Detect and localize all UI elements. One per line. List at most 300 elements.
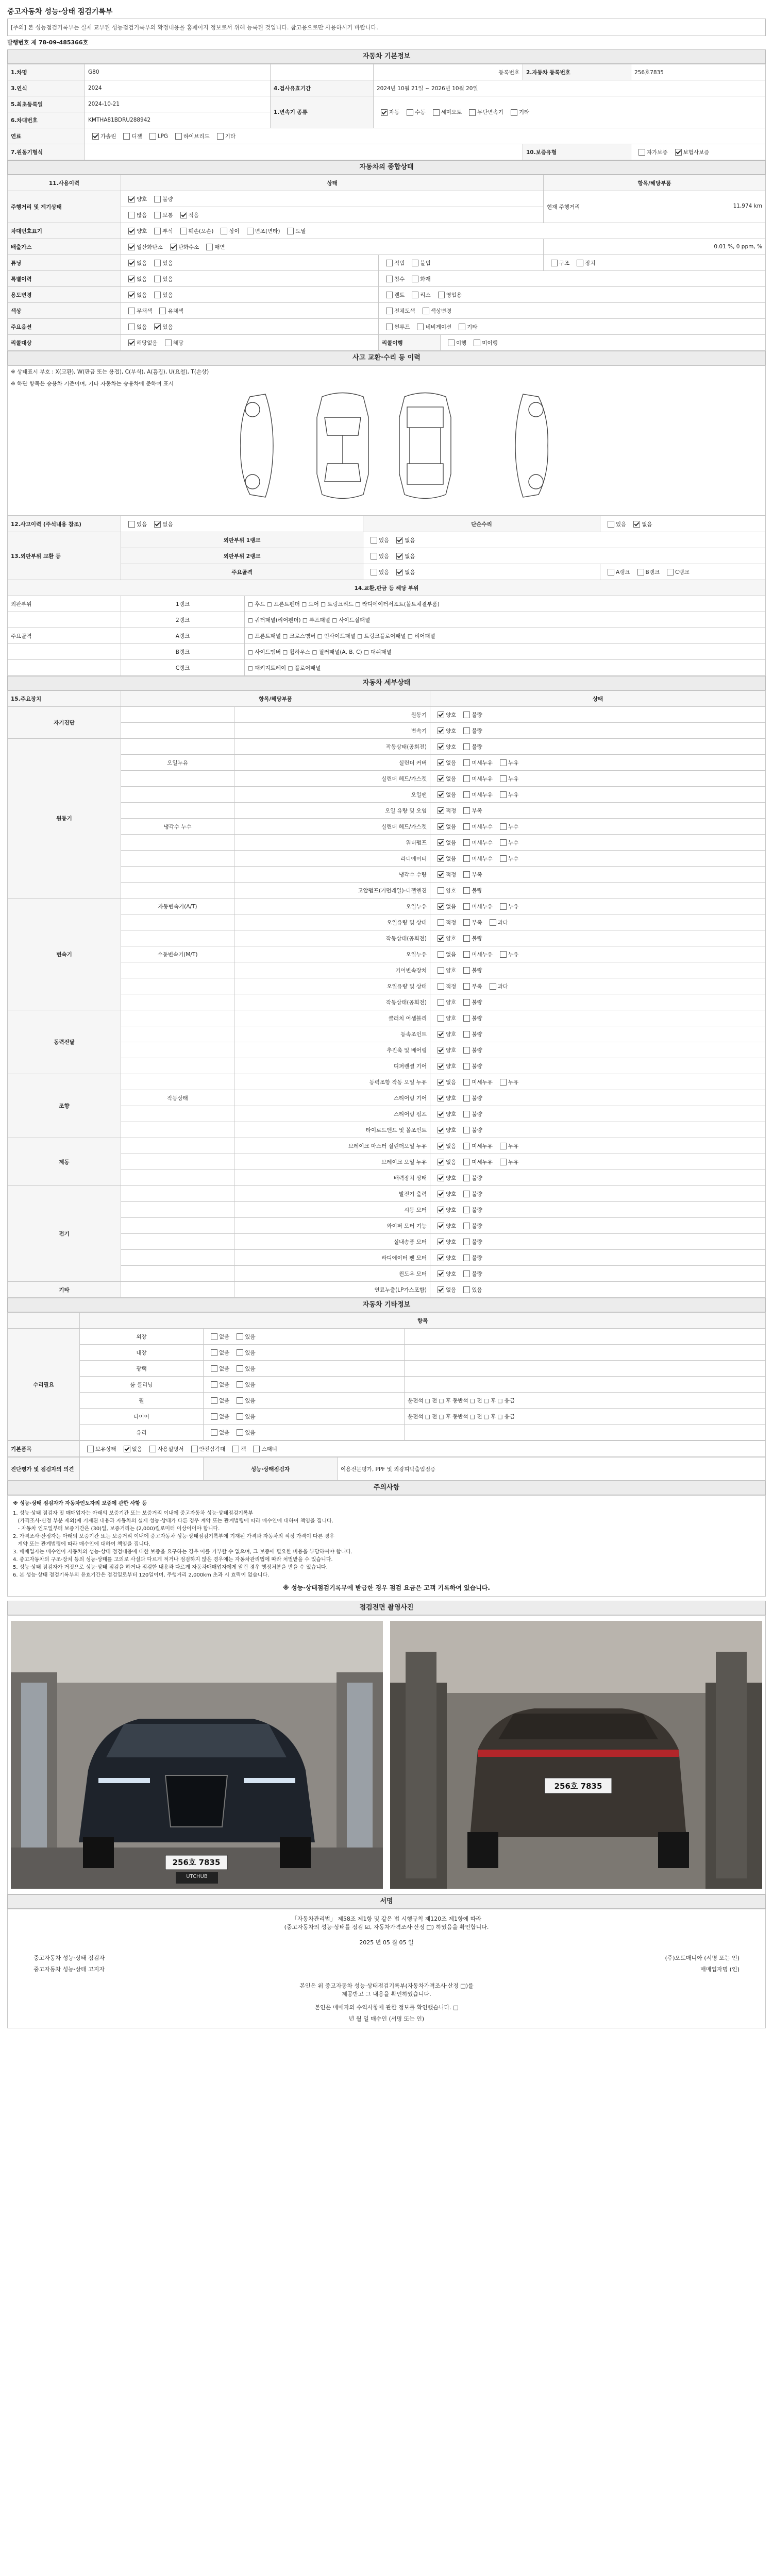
unchecked-box-icon[interactable] xyxy=(463,823,470,830)
checked-box-icon[interactable] xyxy=(438,743,444,750)
unchecked-box-icon[interactable] xyxy=(123,133,130,140)
checked-box-icon[interactable] xyxy=(438,1047,444,1054)
unchecked-box-icon[interactable] xyxy=(463,711,470,718)
checkbox-option[interactable] xyxy=(459,1270,482,1278)
checkbox-option[interactable] xyxy=(459,823,493,831)
unchecked-box-icon[interactable] xyxy=(438,887,444,894)
checkbox-option[interactable] xyxy=(433,1222,456,1230)
unchecked-box-icon[interactable] xyxy=(463,1095,470,1101)
unchecked-box-icon[interactable] xyxy=(154,260,161,266)
unchecked-box-icon[interactable] xyxy=(463,887,470,894)
checkbox-option[interactable] xyxy=(496,839,518,846)
unchecked-box-icon[interactable] xyxy=(128,324,135,330)
checkbox-option[interactable] xyxy=(459,1062,482,1070)
checkbox-option[interactable] xyxy=(485,982,508,990)
checkbox-option[interactable] xyxy=(433,839,456,846)
checkbox-option[interactable] xyxy=(124,259,147,267)
checkbox-option[interactable] xyxy=(433,951,456,958)
unchecked-box-icon[interactable] xyxy=(463,1143,470,1149)
checkbox-option[interactable] xyxy=(496,1142,518,1150)
checkbox-option[interactable] xyxy=(433,1254,456,1262)
checkbox-option[interactable] xyxy=(213,132,236,140)
unchecked-box-icon[interactable] xyxy=(237,1349,243,1356)
checkbox-option[interactable] xyxy=(207,1397,229,1404)
checkbox-option[interactable] xyxy=(124,195,147,203)
checkbox-option[interactable] xyxy=(402,108,425,116)
unchecked-box-icon[interactable] xyxy=(463,1191,470,1197)
checkbox-option[interactable] xyxy=(150,520,173,528)
checked-box-icon[interactable] xyxy=(92,133,99,140)
checkbox-option[interactable] xyxy=(413,323,451,331)
checkbox-option[interactable] xyxy=(433,1110,456,1118)
checked-box-icon[interactable] xyxy=(438,1175,444,1181)
unchecked-box-icon[interactable] xyxy=(386,324,393,330)
unchecked-box-icon[interactable] xyxy=(154,276,161,282)
checked-box-icon[interactable] xyxy=(438,839,444,846)
checked-box-icon[interactable] xyxy=(438,1207,444,1213)
checkbox-option[interactable] xyxy=(459,1078,493,1086)
unchecked-box-icon[interactable] xyxy=(149,133,156,140)
checkbox-option[interactable] xyxy=(283,227,306,235)
unchecked-box-icon[interactable] xyxy=(667,569,674,575)
unchecked-box-icon[interactable] xyxy=(386,292,393,298)
checkbox-option[interactable] xyxy=(382,259,405,267)
checked-box-icon[interactable] xyxy=(438,791,444,798)
checkbox-option[interactable] xyxy=(382,307,415,315)
checkbox-option[interactable] xyxy=(207,1333,229,1341)
unchecked-box-icon[interactable] xyxy=(463,1127,470,1133)
checkbox-option[interactable] xyxy=(459,982,482,990)
checked-box-icon[interactable] xyxy=(438,1127,444,1133)
unchecked-box-icon[interactable] xyxy=(500,951,507,958)
unchecked-box-icon[interactable] xyxy=(500,775,507,782)
unchecked-box-icon[interactable] xyxy=(463,1031,470,1038)
checkbox-option[interactable] xyxy=(150,259,173,267)
unchecked-box-icon[interactable] xyxy=(221,228,227,234)
unchecked-box-icon[interactable] xyxy=(175,133,182,140)
checkbox-option[interactable] xyxy=(459,1190,482,1198)
checkbox-option[interactable] xyxy=(459,887,482,894)
checkbox-option[interactable] xyxy=(232,1381,255,1388)
checkbox-option[interactable] xyxy=(671,148,710,156)
checkbox-option[interactable] xyxy=(433,1030,456,1038)
checkbox-option[interactable] xyxy=(124,339,158,347)
checkbox-option[interactable] xyxy=(216,227,239,235)
unchecked-box-icon[interactable] xyxy=(463,775,470,782)
unchecked-box-icon[interactable] xyxy=(463,1286,470,1293)
checkbox-option[interactable] xyxy=(392,536,415,544)
checkbox-option[interactable] xyxy=(166,243,199,251)
checked-box-icon[interactable] xyxy=(438,823,444,830)
checkbox-option[interactable] xyxy=(496,791,518,799)
checkbox-option[interactable] xyxy=(232,1349,255,1357)
unchecked-box-icon[interactable] xyxy=(448,340,455,346)
unchecked-box-icon[interactable] xyxy=(463,919,470,926)
checked-box-icon[interactable] xyxy=(675,149,682,156)
checkbox-option[interactable] xyxy=(433,1286,456,1294)
checkbox-option[interactable] xyxy=(433,791,456,799)
checkbox-option[interactable] xyxy=(88,132,116,140)
unchecked-box-icon[interactable] xyxy=(412,276,418,282)
checkbox-option[interactable] xyxy=(124,227,147,235)
checkbox-option[interactable] xyxy=(663,568,690,576)
checkbox-option[interactable] xyxy=(455,323,477,331)
checkbox-option[interactable] xyxy=(459,791,493,799)
checked-box-icon[interactable] xyxy=(438,1031,444,1038)
checkbox-option[interactable] xyxy=(459,1094,482,1102)
checkbox-option[interactable] xyxy=(633,568,660,576)
checked-box-icon[interactable] xyxy=(438,1191,444,1197)
unchecked-box-icon[interactable] xyxy=(438,983,444,990)
checkbox-option[interactable] xyxy=(161,339,183,347)
checked-box-icon[interactable] xyxy=(438,727,444,734)
checkbox-option[interactable] xyxy=(459,1110,482,1118)
checked-box-icon[interactable] xyxy=(438,935,444,942)
unchecked-box-icon[interactable] xyxy=(154,292,161,298)
checkbox-option[interactable] xyxy=(150,275,173,283)
checkbox-option[interactable] xyxy=(433,935,456,942)
unchecked-box-icon[interactable] xyxy=(463,759,470,766)
unchecked-box-icon[interactable] xyxy=(412,260,418,266)
checkbox-option[interactable] xyxy=(433,743,456,751)
unchecked-box-icon[interactable] xyxy=(217,133,224,140)
checkbox-option[interactable] xyxy=(459,1046,482,1054)
checkbox-option[interactable] xyxy=(634,148,668,156)
unchecked-box-icon[interactable] xyxy=(637,569,644,575)
checkbox-option[interactable] xyxy=(459,1238,482,1246)
checkbox-option[interactable] xyxy=(120,1445,142,1453)
unchecked-box-icon[interactable] xyxy=(463,743,470,750)
unchecked-box-icon[interactable] xyxy=(211,1397,217,1404)
checked-box-icon[interactable] xyxy=(438,1239,444,1245)
unchecked-box-icon[interactable] xyxy=(423,308,429,314)
checkbox-option[interactable] xyxy=(433,1238,456,1246)
checked-box-icon[interactable] xyxy=(438,1063,444,1070)
unchecked-box-icon[interactable] xyxy=(237,1365,243,1372)
checkbox-option[interactable] xyxy=(377,108,399,116)
checkbox-option[interactable] xyxy=(207,1349,229,1357)
checkbox-option[interactable] xyxy=(459,903,493,910)
checkbox-option[interactable] xyxy=(124,307,152,315)
checkbox-option[interactable] xyxy=(459,1126,482,1134)
checkbox-option[interactable] xyxy=(207,1429,229,1436)
checkbox-option[interactable] xyxy=(459,998,482,1006)
checkbox-option[interactable] xyxy=(433,982,456,990)
unchecked-box-icon[interactable] xyxy=(608,569,614,575)
unchecked-box-icon[interactable] xyxy=(154,228,161,234)
unchecked-box-icon[interactable] xyxy=(463,791,470,798)
unchecked-box-icon[interactable] xyxy=(237,1381,243,1388)
checkbox-option[interactable] xyxy=(249,1445,277,1453)
checkbox-option[interactable] xyxy=(187,1445,226,1453)
unchecked-box-icon[interactable] xyxy=(386,276,393,282)
checked-box-icon[interactable] xyxy=(438,1095,444,1101)
checkbox-option[interactable] xyxy=(124,291,147,299)
checkbox-option[interactable] xyxy=(433,1094,456,1102)
unchecked-box-icon[interactable] xyxy=(463,951,470,958)
checkbox-option[interactable] xyxy=(433,1078,456,1086)
checked-box-icon[interactable] xyxy=(438,1111,444,1117)
unchecked-box-icon[interactable] xyxy=(165,340,172,346)
unchecked-box-icon[interactable] xyxy=(551,260,558,266)
checkbox-option[interactable] xyxy=(232,1333,255,1341)
checkbox-option[interactable] xyxy=(124,520,147,528)
checkbox-option[interactable] xyxy=(496,775,518,783)
checkbox-option[interactable] xyxy=(392,568,415,576)
checkbox-option[interactable] xyxy=(145,1445,184,1453)
unchecked-box-icon[interactable] xyxy=(463,1270,470,1277)
unchecked-box-icon[interactable] xyxy=(237,1397,243,1404)
checkbox-option[interactable] xyxy=(83,1445,116,1453)
unchecked-box-icon[interactable] xyxy=(211,1365,217,1372)
checkbox-option[interactable] xyxy=(232,1429,255,1436)
unchecked-box-icon[interactable] xyxy=(638,149,645,156)
unchecked-box-icon[interactable] xyxy=(463,1111,470,1117)
checked-box-icon[interactable] xyxy=(396,537,403,544)
unchecked-box-icon[interactable] xyxy=(433,109,440,116)
unchecked-box-icon[interactable] xyxy=(128,308,135,314)
unchecked-box-icon[interactable] xyxy=(463,839,470,846)
checkbox-option[interactable] xyxy=(459,935,482,942)
checked-box-icon[interactable] xyxy=(180,212,187,218)
unchecked-box-icon[interactable] xyxy=(463,871,470,878)
unchecked-box-icon[interactable] xyxy=(463,903,470,910)
checkbox-option[interactable] xyxy=(243,227,280,235)
unchecked-box-icon[interactable] xyxy=(463,1175,470,1181)
unchecked-box-icon[interactable] xyxy=(211,1349,217,1356)
unchecked-box-icon[interactable] xyxy=(159,308,166,314)
checked-box-icon[interactable] xyxy=(128,292,135,298)
checkbox-option[interactable] xyxy=(433,1270,456,1278)
checked-box-icon[interactable] xyxy=(633,521,640,528)
checkbox-option[interactable] xyxy=(382,291,405,299)
checkbox-option[interactable] xyxy=(459,1254,482,1262)
unchecked-box-icon[interactable] xyxy=(463,1207,470,1213)
checkbox-option[interactable] xyxy=(603,520,626,528)
checkbox-option[interactable] xyxy=(228,1445,246,1453)
checkbox-option[interactable] xyxy=(433,823,456,831)
checked-box-icon[interactable] xyxy=(438,1286,444,1293)
unchecked-box-icon[interactable] xyxy=(463,983,470,990)
unchecked-box-icon[interactable] xyxy=(500,823,507,830)
checked-box-icon[interactable] xyxy=(128,276,135,282)
checked-box-icon[interactable] xyxy=(381,109,388,116)
unchecked-box-icon[interactable] xyxy=(490,919,496,926)
checkbox-option[interactable] xyxy=(459,855,493,862)
checkbox-option[interactable] xyxy=(459,1030,482,1038)
checkbox-option[interactable] xyxy=(459,743,482,751)
checkbox-option[interactable] xyxy=(171,132,210,140)
unchecked-box-icon[interactable] xyxy=(211,1429,217,1436)
checkbox-option[interactable] xyxy=(433,855,456,862)
checkbox-option[interactable] xyxy=(459,1174,482,1182)
checkbox-option[interactable] xyxy=(459,871,482,878)
unchecked-box-icon[interactable] xyxy=(371,537,377,544)
checkbox-option[interactable] xyxy=(207,1365,229,1372)
checkbox-option[interactable] xyxy=(629,520,652,528)
checked-box-icon[interactable] xyxy=(438,1223,444,1229)
unchecked-box-icon[interactable] xyxy=(469,109,476,116)
unchecked-box-icon[interactable] xyxy=(412,292,418,298)
unchecked-box-icon[interactable] xyxy=(500,1143,507,1149)
checkbox-option[interactable] xyxy=(433,903,456,910)
checkbox-option[interactable] xyxy=(433,1142,456,1150)
checked-box-icon[interactable] xyxy=(438,1159,444,1165)
checkbox-option[interactable] xyxy=(459,967,482,974)
checked-box-icon[interactable] xyxy=(396,553,403,560)
unchecked-box-icon[interactable] xyxy=(371,569,377,575)
checkbox-option[interactable] xyxy=(433,1190,456,1198)
checkbox-option[interactable] xyxy=(459,1142,493,1150)
checked-box-icon[interactable] xyxy=(128,196,135,202)
checkbox-option[interactable] xyxy=(124,243,163,251)
unchecked-box-icon[interactable] xyxy=(386,260,393,266)
checkbox-option[interactable] xyxy=(459,951,493,958)
unchecked-box-icon[interactable] xyxy=(463,855,470,862)
checkbox-option[interactable] xyxy=(496,1078,518,1086)
unchecked-box-icon[interactable] xyxy=(463,1159,470,1165)
unchecked-box-icon[interactable] xyxy=(500,1159,507,1165)
checkbox-option[interactable] xyxy=(124,275,147,283)
checked-box-icon[interactable] xyxy=(128,244,135,250)
unchecked-box-icon[interactable] xyxy=(438,951,444,958)
checked-box-icon[interactable] xyxy=(154,521,161,528)
checkbox-option[interactable] xyxy=(150,291,173,299)
checkbox-option[interactable] xyxy=(433,998,456,1006)
unchecked-box-icon[interactable] xyxy=(500,791,507,798)
unchecked-box-icon[interactable] xyxy=(386,308,393,314)
checkbox-option[interactable] xyxy=(176,227,214,235)
checked-box-icon[interactable] xyxy=(438,1270,444,1277)
unchecked-box-icon[interactable] xyxy=(463,1223,470,1229)
unchecked-box-icon[interactable] xyxy=(577,260,583,266)
unchecked-box-icon[interactable] xyxy=(237,1429,243,1436)
checkbox-option[interactable] xyxy=(150,211,173,219)
checked-box-icon[interactable] xyxy=(128,340,135,346)
unchecked-box-icon[interactable] xyxy=(463,727,470,734)
checked-box-icon[interactable] xyxy=(124,1446,130,1452)
unchecked-box-icon[interactable] xyxy=(371,553,377,560)
unchecked-box-icon[interactable] xyxy=(463,1063,470,1070)
unchecked-box-icon[interactable] xyxy=(463,1015,470,1022)
checkbox-option[interactable] xyxy=(459,727,482,735)
checkbox-option[interactable] xyxy=(459,1222,482,1230)
checkbox-option[interactable] xyxy=(382,323,410,331)
unchecked-box-icon[interactable] xyxy=(463,807,470,814)
checked-box-icon[interactable] xyxy=(438,775,444,782)
unchecked-box-icon[interactable] xyxy=(191,1446,198,1452)
checkbox-option[interactable] xyxy=(433,1206,456,1214)
unchecked-box-icon[interactable] xyxy=(154,212,161,218)
checkbox-option[interactable] xyxy=(603,568,630,576)
checkbox-option[interactable] xyxy=(207,1381,229,1388)
checkbox-option[interactable] xyxy=(382,275,405,283)
checked-box-icon[interactable] xyxy=(128,260,135,266)
unchecked-box-icon[interactable] xyxy=(438,292,445,298)
unchecked-box-icon[interactable] xyxy=(463,1079,470,1086)
checkbox-option[interactable] xyxy=(232,1413,255,1420)
unchecked-box-icon[interactable] xyxy=(407,109,413,116)
checkbox-option[interactable] xyxy=(459,807,482,815)
unchecked-box-icon[interactable] xyxy=(500,1079,507,1086)
unchecked-box-icon[interactable] xyxy=(247,228,254,234)
unchecked-box-icon[interactable] xyxy=(149,1446,156,1452)
unchecked-box-icon[interactable] xyxy=(438,999,444,1006)
checkbox-option[interactable] xyxy=(433,807,456,815)
unchecked-box-icon[interactable] xyxy=(417,324,424,330)
checkbox-option[interactable] xyxy=(433,871,456,878)
checkbox-option[interactable] xyxy=(459,1158,493,1166)
checkbox-option[interactable] xyxy=(392,552,415,560)
unchecked-box-icon[interactable] xyxy=(463,1255,470,1261)
unchecked-box-icon[interactable] xyxy=(490,983,496,990)
unchecked-box-icon[interactable] xyxy=(463,1047,470,1054)
checkbox-option[interactable] xyxy=(408,275,430,283)
unchecked-box-icon[interactable] xyxy=(463,935,470,942)
checkbox-option[interactable] xyxy=(433,759,456,767)
unchecked-box-icon[interactable] xyxy=(511,109,517,116)
checkbox-option[interactable] xyxy=(547,259,569,267)
checkbox-option[interactable] xyxy=(433,775,456,783)
checkbox-option[interactable] xyxy=(433,887,456,894)
checkbox-option[interactable] xyxy=(207,1413,229,1420)
checkbox-option[interactable] xyxy=(433,1014,456,1022)
unchecked-box-icon[interactable] xyxy=(232,1446,239,1452)
unchecked-box-icon[interactable] xyxy=(180,228,187,234)
checkbox-option[interactable] xyxy=(145,133,168,140)
checkbox-option[interactable] xyxy=(433,711,456,719)
unchecked-box-icon[interactable] xyxy=(459,324,465,330)
checkbox-option[interactable] xyxy=(366,536,389,544)
checked-box-icon[interactable] xyxy=(170,244,177,250)
checked-box-icon[interactable] xyxy=(438,711,444,718)
checkbox-option[interactable] xyxy=(459,1206,482,1214)
checked-box-icon[interactable] xyxy=(438,1255,444,1261)
checked-box-icon[interactable] xyxy=(438,1143,444,1149)
unchecked-box-icon[interactable] xyxy=(128,521,135,528)
checkbox-option[interactable] xyxy=(459,775,493,783)
checkbox-option[interactable] xyxy=(496,855,518,862)
unchecked-box-icon[interactable] xyxy=(500,855,507,862)
unchecked-box-icon[interactable] xyxy=(87,1446,94,1452)
checkbox-option[interactable] xyxy=(496,951,518,958)
checkbox-option[interactable] xyxy=(408,291,430,299)
checkbox-option[interactable] xyxy=(366,568,389,576)
checked-box-icon[interactable] xyxy=(438,1079,444,1086)
checkbox-option[interactable] xyxy=(150,195,173,203)
checkbox-option[interactable] xyxy=(433,1126,456,1134)
checkbox-option[interactable] xyxy=(496,903,518,910)
checkbox-option[interactable] xyxy=(459,1286,482,1294)
checkbox-option[interactable] xyxy=(433,967,456,974)
checkbox-option[interactable] xyxy=(150,323,173,331)
checkbox-option[interactable] xyxy=(459,711,482,719)
checked-box-icon[interactable] xyxy=(438,871,444,878)
unchecked-box-icon[interactable] xyxy=(438,919,444,926)
checkbox-option[interactable] xyxy=(496,823,518,831)
unchecked-box-icon[interactable] xyxy=(128,212,135,218)
unchecked-box-icon[interactable] xyxy=(211,1381,217,1388)
checked-box-icon[interactable] xyxy=(154,324,161,330)
checkbox-option[interactable] xyxy=(444,339,466,347)
unchecked-box-icon[interactable] xyxy=(438,1015,444,1022)
checked-box-icon[interactable] xyxy=(396,569,403,575)
checked-box-icon[interactable] xyxy=(438,903,444,910)
checkbox-option[interactable] xyxy=(459,1014,482,1022)
checkbox-option[interactable] xyxy=(366,552,389,560)
checkbox-option[interactable] xyxy=(232,1397,255,1404)
checkbox-option[interactable] xyxy=(433,919,456,926)
